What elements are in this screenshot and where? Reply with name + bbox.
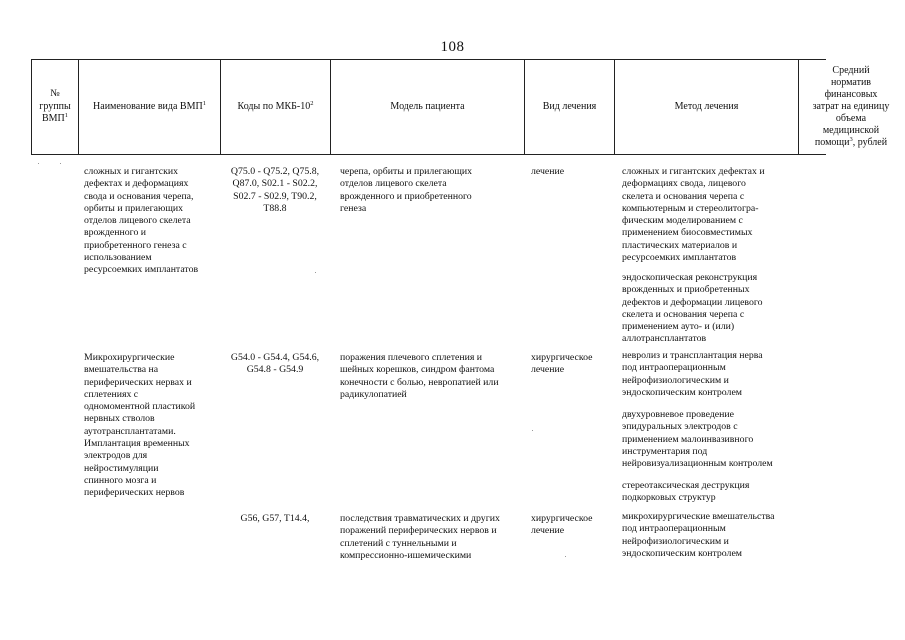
table-cell-method: стереотаксическая деструкция подкорковых структур	[622, 480, 750, 504]
table-cell-method: эндоскопическая реконструкция врожденных и приобретенных дефектов и деформации лицевого скелета и основания черепа с применением ауто- и (или) аллотрансплантатов	[622, 272, 763, 345]
scan-speck	[38, 163, 39, 164]
table-cell-model: черепа, орбиты и прилегающих отделов лицевого скелета врожденного и приобретенного генеза	[340, 166, 473, 214]
table-cell-method: двухуровневое проведение эпидуральных электродов с применением малоинвазивного инструментария под нейровизуализационным контролем	[622, 409, 773, 470]
header-bottom-border	[31, 154, 826, 155]
table-cell-model: последствия травматических и других поражений периферических нервов и сплетений с туннельными и компрессионно-ишемическими	[340, 513, 500, 561]
table-cell-method: сложных и гигантских дефектах и деформациях свода, лицевого скелета и основания черепа с компьютерным и стереолитогра- фическим моделированием с применением биосовместимых пластических материалов и ресурсоемких имплантатов	[622, 166, 765, 264]
scan-speck	[532, 430, 533, 431]
scan-speck	[60, 163, 61, 164]
table-cell-treatment: хирургическое лечение	[531, 513, 593, 537]
table-cell-name: сложных и гигантских дефектах и деформациях свода и основания черепа, орбиты и прилегающих отделов лицевого скелета врожденного и приобретенного генеза с использованием ресурсоемких имплантатов	[84, 166, 199, 276]
table-cell-model: поражения плечевого сплетения и шейных корешков, синдром фантома конечности с болью, невропатией или радикулопатией	[340, 352, 499, 400]
header-cost: Средний норматив финансовых затрат на единицу объема медицинской помощи$^3$, рублей	[812, 65, 890, 148]
page-number: 108	[440, 39, 465, 55]
header-model: Модель пациента	[390, 100, 465, 112]
table-cell-codes: Q75.0 - Q75.2, Q75.8, Q87.0, S02.1 - S02.2, S02.7 - S02.9, T90.2, T88.8	[230, 166, 320, 214]
scan-speck	[565, 556, 566, 557]
table-cell-treatment: лечение	[531, 166, 565, 177]
table-cell-codes: G56, G57, T14.4,	[240, 513, 310, 524]
header-group: № группы ВМП$^1$	[39, 88, 71, 125]
header-method: Метод лечения	[674, 100, 739, 112]
table-cell-name: Микрохирургические вмешательства на периферических нервах и сплетениях с одномоментной пластикой нервных стволов аутотрансплантатами. Имплантация временных электродов для нейростимуляции спинного мозга и периферических нервов	[84, 352, 196, 499]
table-cell-treatment: хирургическое лечение	[531, 352, 593, 376]
header-treatment: Вид лечения	[542, 100, 597, 112]
table-cell-codes: G54.0 - G54.4, G54.6, G54.8 - G54.9	[230, 352, 320, 376]
table-cell-method: неврoлиз и трансплантация нерва под интраоперационным нейрофизиологическим и эндоскопическим контролем	[622, 350, 763, 398]
header-codes: Коды по МКБ-$10^2$	[237, 99, 314, 112]
header-name: Наименование вида ВМП$^1$	[93, 99, 206, 112]
scan-speck	[315, 272, 316, 273]
table-cell-method: микрохирургические вмешательства под интраоперационным нейрофизиологическим и эндоскопическим контролем	[622, 511, 775, 559]
